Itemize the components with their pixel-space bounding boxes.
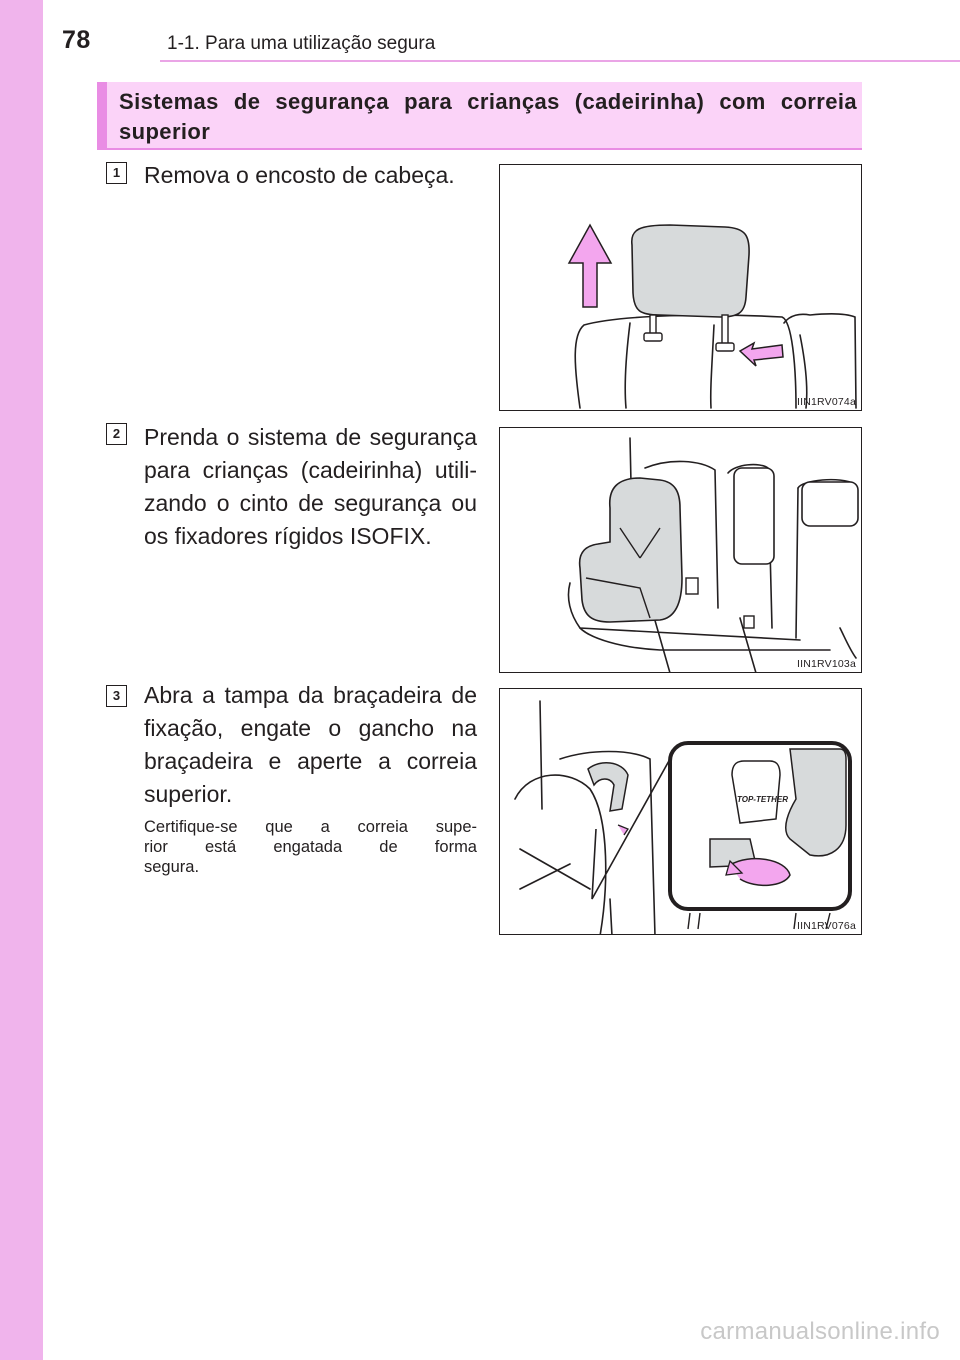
step-1-badge: 1: [106, 162, 127, 184]
side-tab-bar: [0, 0, 43, 1360]
note-line: Certifique-se que a correia supe-: [144, 818, 477, 836]
step-3-line: braçadeira e aperte a correia: [144, 748, 477, 774]
figure-code: IIN1RV103a: [796, 658, 856, 670]
watermark: carmanualsonline.info: [700, 1318, 940, 1345]
step-3-line: Abra a tampa da braçadeira de: [144, 682, 477, 708]
figure-code: IIN1RV076a: [796, 920, 856, 932]
heading-text: [119, 87, 857, 147]
headrest-illustration: [500, 165, 862, 411]
figure-top-tether: [499, 688, 862, 935]
step-2-line: para crianças (cadeirinha) utili-: [144, 457, 477, 483]
step-2-text: [144, 421, 477, 553]
step-2-line: zando o cinto de segurança ou: [144, 490, 477, 516]
step-1-line: Remova o encosto de cabeça.: [144, 162, 455, 188]
step-2-badge: 2: [106, 423, 127, 445]
heading-line-1: Sistemas de segurança para crianças (cadeirinha) com correia: [119, 89, 857, 114]
child-seat-illustration: [500, 428, 862, 673]
note-line: rior está engatada de forma: [144, 838, 477, 856]
heading-line-2: superior: [119, 119, 211, 144]
step-2-line: Prenda o sistema de segurança: [144, 424, 477, 450]
step-3-badge: 3: [106, 685, 127, 707]
section-heading: [97, 82, 862, 150]
section-title: 1-1. Para uma utilização segura: [167, 33, 436, 54]
figure-install-child-seat: [499, 427, 862, 673]
figure-remove-headrest: [499, 164, 862, 411]
step-3-line: fixação, engate o gancho na: [144, 715, 477, 741]
figure-code: IIN1RV074a: [796, 396, 856, 408]
step-3-note: [144, 817, 477, 877]
header-rule: [160, 60, 960, 62]
step-3-line: superior.: [144, 781, 233, 807]
step-2-line: os fixadores rígidos ISOFIX.: [144, 523, 432, 549]
step-1-text: [144, 159, 477, 192]
top-tether-illustration: [500, 689, 862, 935]
note-line: segura.: [144, 858, 200, 876]
top-tether-label: TOP-TETHER: [737, 795, 788, 804]
step-3-text: [144, 679, 477, 811]
page-number: 78: [62, 26, 91, 54]
